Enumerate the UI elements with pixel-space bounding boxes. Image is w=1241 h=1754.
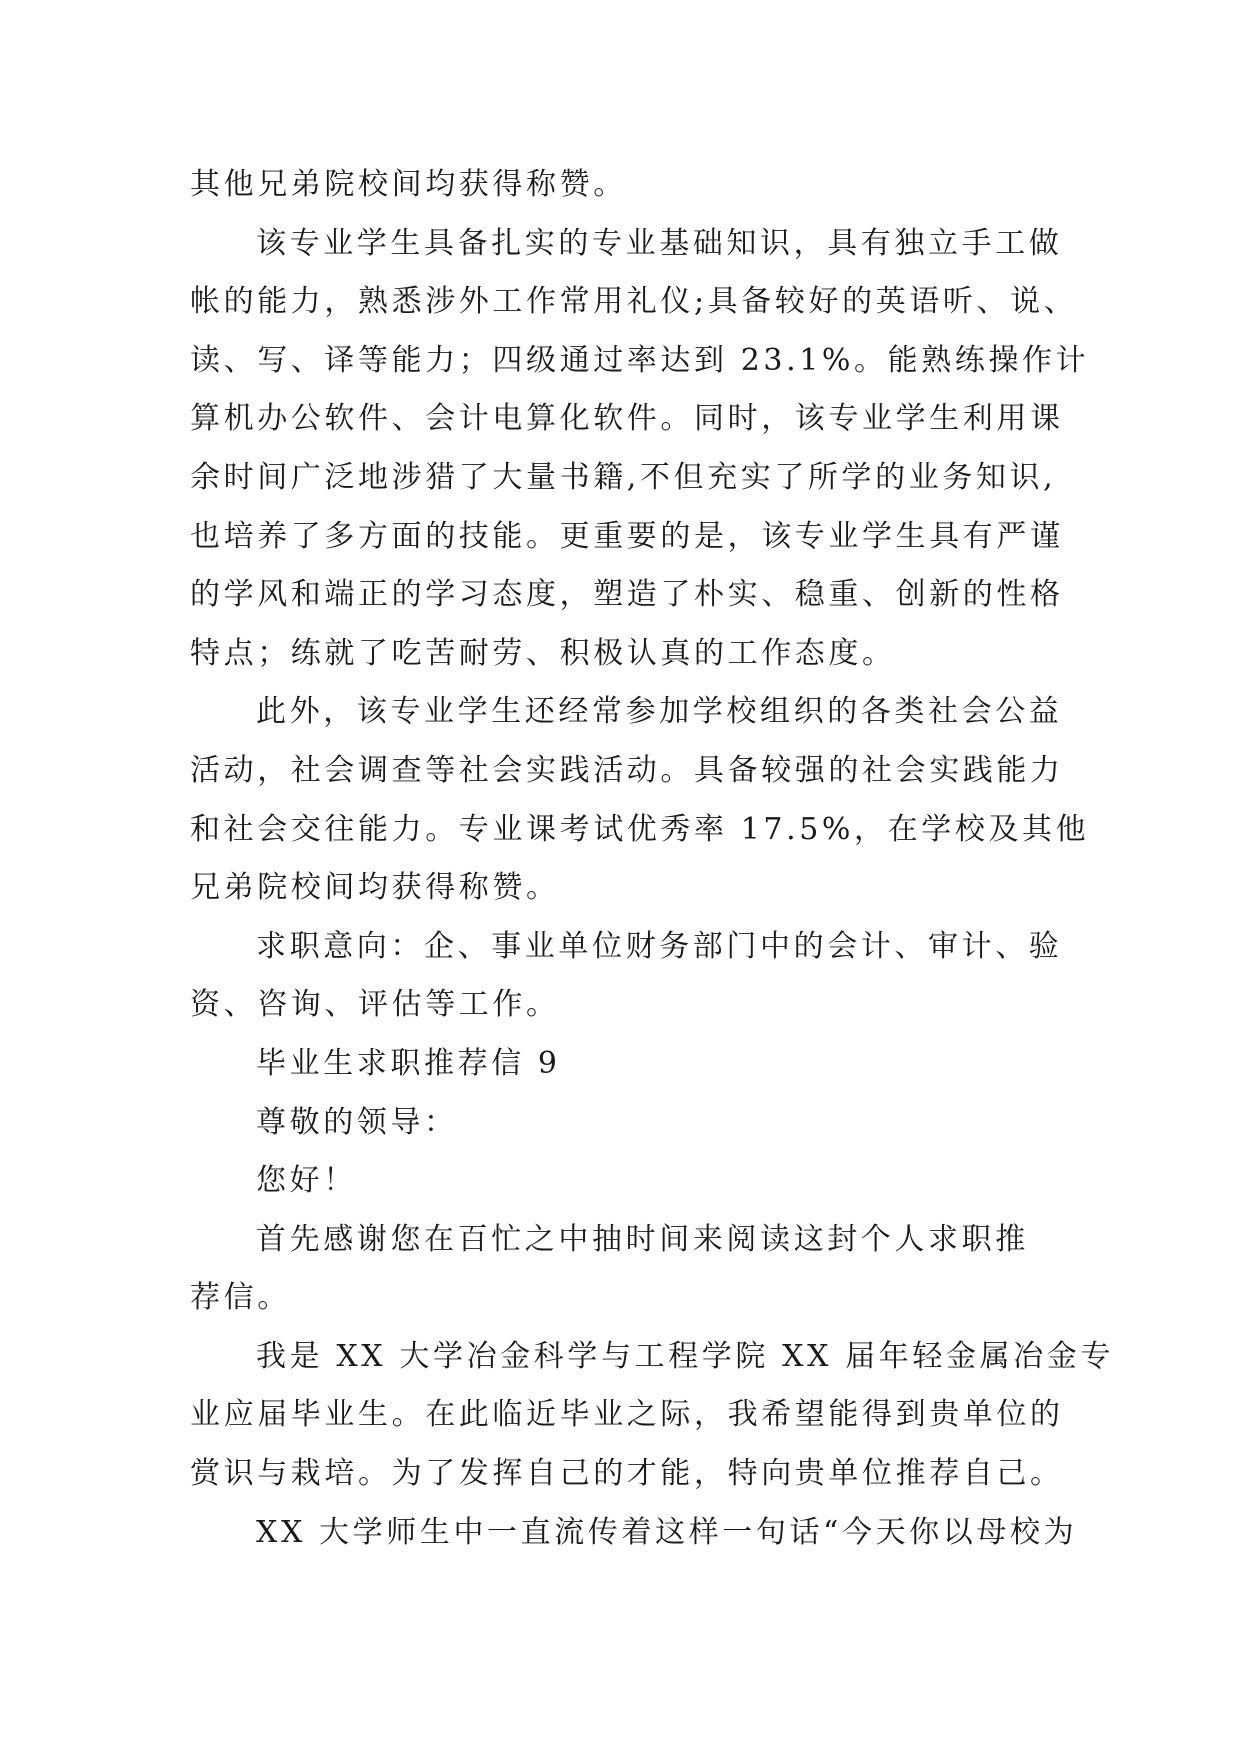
salutation: 尊敬的领导： bbox=[256, 1104, 458, 1140]
text-line: 首先感谢您在百忙之中抽时间来阅读这封个人求职推 bbox=[256, 1221, 1029, 1257]
text-line: 资、咨询、评估等工作。 bbox=[190, 987, 560, 1023]
text-line: 兄弟院校间均获得称赞。 bbox=[190, 870, 560, 906]
text-line: 读、写、译等能力；四级通过率达到 23.1%。能熟练操作计 bbox=[190, 342, 1090, 378]
text-line: 赏识与栽培。为了发挥自己的才能，特向贵单位推荐自己。 bbox=[190, 1456, 1064, 1492]
text-line: 余时间广泛地涉猎了大量书籍,不但充实了所学的业务知识, bbox=[190, 459, 1057, 495]
text-line: 特点；练就了吃苦耐劳、积极认真的工作态度。 bbox=[190, 635, 896, 671]
text-line: 帐的能力，熟悉涉外工作常用礼仪;具备较好的英语听、说、 bbox=[190, 284, 1078, 320]
text-line: 求职意向：企、事业单位财务部门中的会计、审计、验 bbox=[256, 928, 1063, 964]
document-body bbox=[190, 156, 1114, 1562]
text-line: 该专业学生具备扎实的专业基础知识，具有独立手工做 bbox=[256, 225, 1063, 261]
text-line: 其他兄弟院校间均获得称赞。 bbox=[190, 167, 627, 202]
text-line: 的学风和端正的学习态度，塑造了朴实、稳重、创新的性格 bbox=[190, 577, 1064, 613]
text-line: 活动，社会调查等社会实践活动。具备较强的社会实践能力 bbox=[190, 752, 1064, 788]
greeting: 您好！ bbox=[256, 1163, 357, 1199]
section-heading: 毕业生求职推荐信 9 bbox=[256, 1045, 561, 1081]
text-line: 业应届毕业生。在此临近毕业之际，我希望能得到贵单位的 bbox=[190, 1397, 1064, 1433]
text-line: XX 大学师生中一直流传着这样一句话“今天你以母校为 bbox=[256, 1514, 1078, 1550]
text-line: 和社会交往能力。专业课考试优秀率 17.5%，在学校及其他 bbox=[190, 811, 1090, 847]
text-line: 算机办公软件、会计电算化软件。同时，该专业学生利用课 bbox=[190, 401, 1064, 437]
text-line: 也培养了多方面的技能。更重要的是，该专业学生具有严谨 bbox=[190, 518, 1064, 554]
text-line: 此外，该专业学生还经常参加学校组织的各类社会公益 bbox=[256, 694, 1063, 730]
text-line: 我是 XX 大学冶金科学与工程学院 XX 届年轻金属冶金专 bbox=[256, 1338, 1114, 1374]
text-line: 荐信。 bbox=[190, 1280, 291, 1316]
